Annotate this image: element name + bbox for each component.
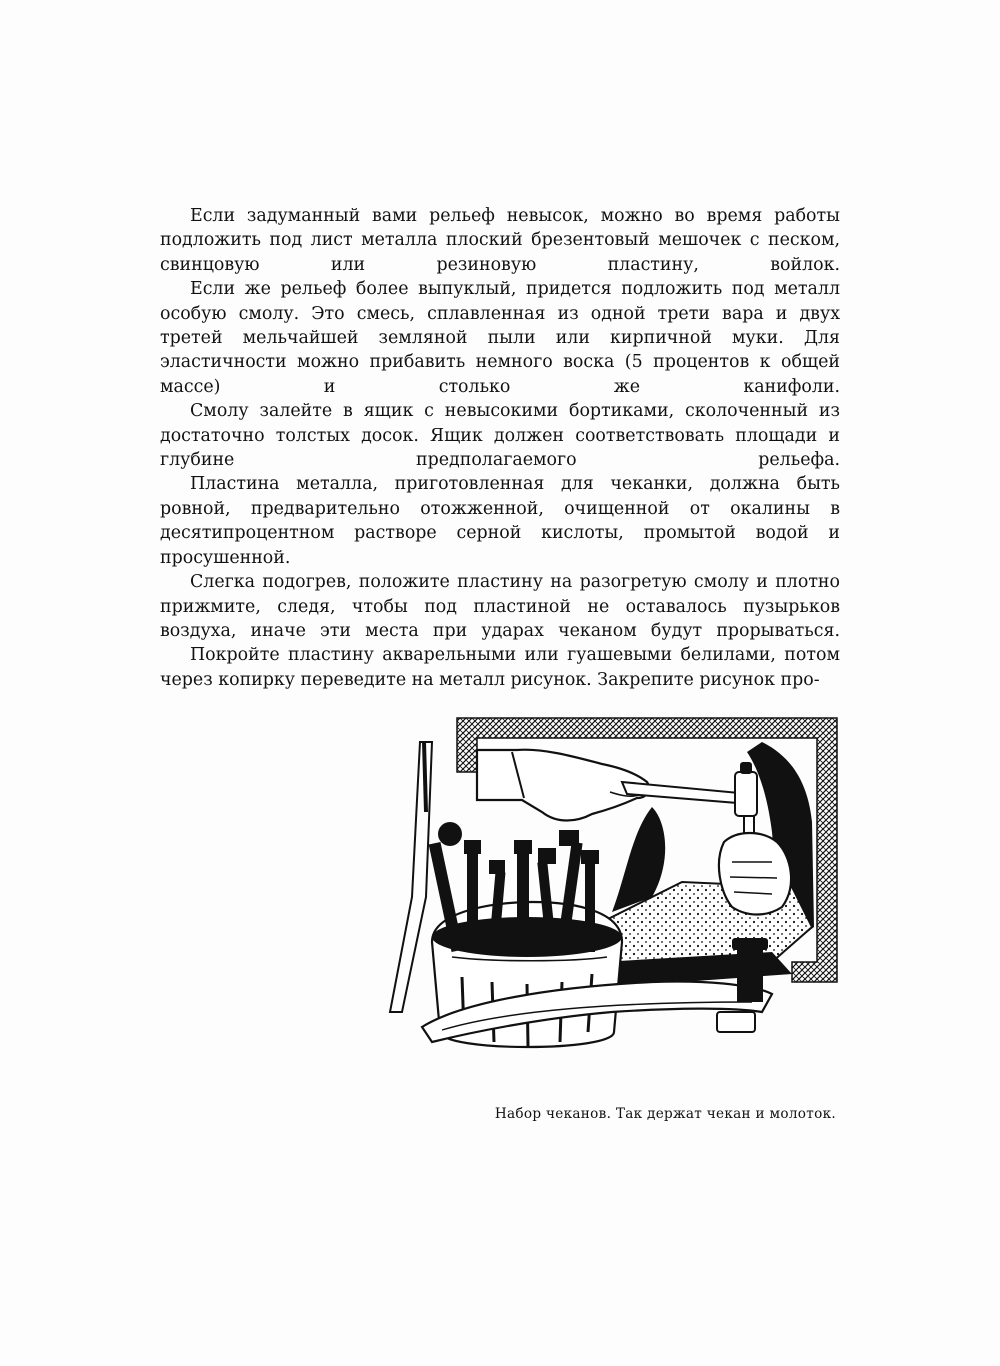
paragraph-5: Слегка подогрев, положите пластину на разогретую смолу и плотно прижмите, следя, чтобы под пластиной не оставалось пузырьков воздуха, иначе эти места при ударах чеканом будут прорываться. bbox=[160, 572, 840, 641]
paragraph-4: Пластина металла, приготовленная для чеканки, должна быть ровной, предварительно отожженной, очищенной от окалины в десятипроцентном растворе серной кислоты, промытой водой и просушенной. bbox=[160, 474, 840, 568]
paragraph-1: Если задуманный вами рельеф невысок, можно во время работы подложить под лист металла плоский брезентовый мешочек с песком, свинцовую или резиновую пластину, войлок. bbox=[160, 206, 840, 275]
paragraph-3: Смолу залейте в ящик с невысокими бортиками, сколоченный из достаточно толстых досок. Ящик должен соответствовать площади и глубине предполагаемого рельефа. bbox=[160, 401, 840, 471]
body-text bbox=[160, 204, 840, 692]
paragraph-2: Если же рельеф более выпуклый, придется подложить под металл особую смолу. Это смесь, сплавленная из одной трети вара и двух третей мельчайшей земляной пыли или кирпичной муки. Для эластичности можно прибавить немного воска (5 процентов к общей массе) и столько же канифоли. bbox=[160, 279, 840, 397]
hand-with-hammer bbox=[477, 750, 757, 821]
paragraph-6: Покройте пластину акварельными или гуашевыми белилами, потом через копирку переведите на металл рисунок. Закрепите рисунок про- bbox=[160, 645, 840, 690]
chasing-tools-illustration bbox=[352, 712, 842, 1070]
illustration-caption: Набор чеканов. Так держат чекан и молоток. bbox=[494, 1106, 836, 1122]
